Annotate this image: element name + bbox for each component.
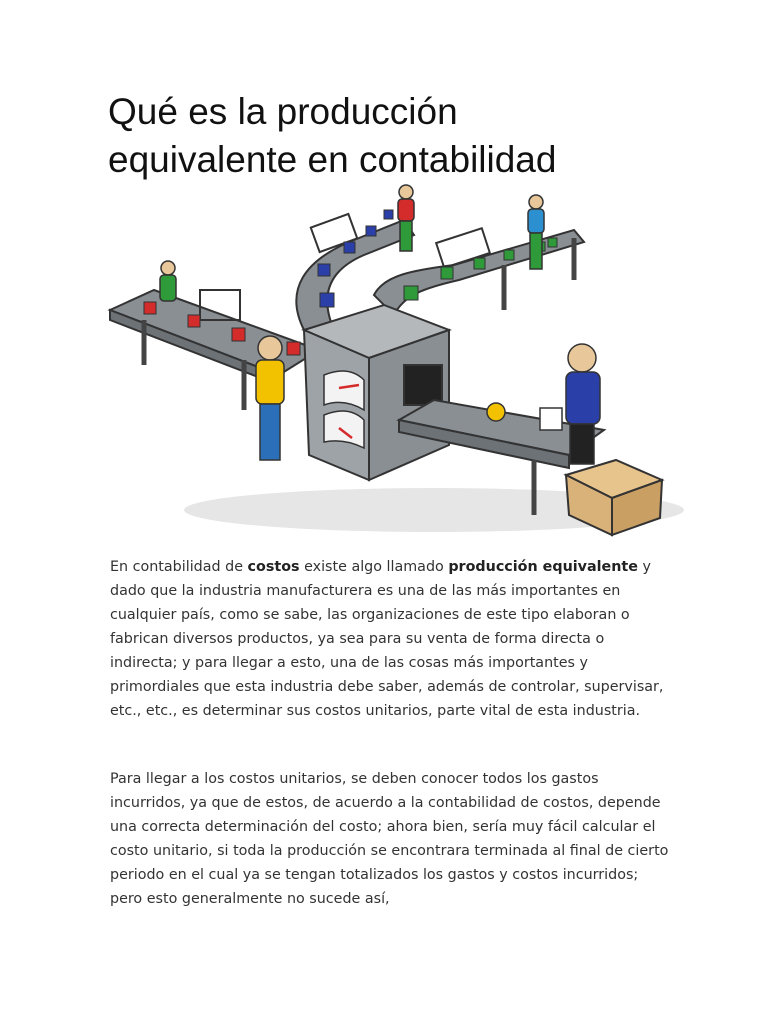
intro-text-3: y dado que la industria manufacturera es una de las más importantes en cualquier país, como se sabe, las organizaciones de este tipo elaboran o fabrican diversos productos, ya sea para su venta de forma directa o indirecta; y para llegar a esto, una de las cosas más importantes y primordiales que esta industria debe saber, además de controlar, supervisar, etc., etc., es determinar sus costos unitarios, parte vital de esta industria.: [110, 559, 664, 719]
title-line-1: Qué es la producción: [108, 91, 458, 132]
keyword-produccion-equivalente: producción equivalente: [448, 559, 638, 575]
title-line-2: equivalente en contabilidad: [108, 139, 557, 180]
intro-paragraph: [110, 555, 670, 723]
intro-text-1: En contabilidad de: [110, 559, 248, 575]
keyword-costos: costos: [247, 559, 300, 575]
intro-text-2: existe algo llamado: [299, 559, 449, 575]
conveyor-belt-factory-illustration: [104, 180, 716, 540]
second-paragraph: Para llegar a los costos unitarios, se deben conocer todos los gastos incurridos, ya que de estos, de acuerdo a la contabilidad de costos, depende una correcta determinación del costo; ahora bien, sería muy fácil calcular el costo unitario, si toda la producción se encontrara terminada al final de cierto periodo en el cual ya se tengan totalizados los gastos y costos incurridos; pero esto generalmente no sucede así,: [110, 771, 669, 907]
page-title: [108, 88, 708, 184]
